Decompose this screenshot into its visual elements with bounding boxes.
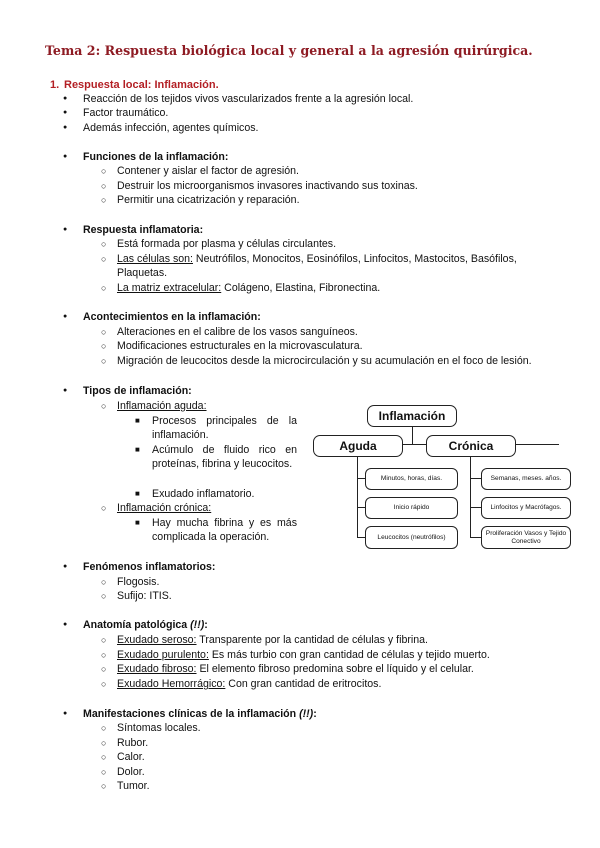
list-item: ○ Alteraciones en el calibre de los vasos sanguíneos. bbox=[117, 325, 358, 339]
item-label: Exudado purulento: bbox=[117, 649, 209, 661]
item-label: Exudado Hemorrágico: bbox=[117, 678, 226, 690]
item-label: La matriz extracelular: bbox=[117, 282, 222, 294]
list-item: ○ Síntomas locales. bbox=[117, 721, 201, 735]
list-item: ● Reacción de los tejidos vivos vascularizados frente a la agresión local. bbox=[83, 92, 413, 106]
connector bbox=[357, 537, 365, 538]
connector bbox=[470, 507, 481, 508]
item-label: Las células son: bbox=[117, 253, 193, 265]
item-text: El elemento fibroso predomina sobre el líquido y el celular. bbox=[196, 663, 474, 675]
connector bbox=[470, 478, 481, 479]
anatomia-heading bbox=[83, 618, 208, 632]
connector bbox=[412, 425, 413, 445]
heading-colon: : bbox=[313, 708, 317, 720]
diagram-item: Inicio rápido bbox=[365, 497, 458, 519]
connector bbox=[470, 537, 481, 538]
section-heading: Respuesta local: Inflamación. bbox=[64, 79, 219, 91]
list-item bbox=[117, 281, 380, 295]
diagram-item: Proliferación Vasos y Tejido Conectivo bbox=[481, 526, 571, 549]
list-item: ○ Flogosis. bbox=[117, 575, 159, 589]
diagram-aguda: Aguda bbox=[313, 435, 403, 457]
heading-colon: : bbox=[204, 619, 208, 631]
list-item bbox=[117, 252, 517, 266]
heading-text: Manifestaciones clínicas de la inflamación bbox=[83, 708, 297, 720]
list-item: ○ Permitir una cicatrización y reparación. bbox=[117, 193, 300, 207]
list-item: ○ Dolor. bbox=[117, 765, 145, 779]
item-label: Exudado seroso: bbox=[117, 634, 197, 646]
diagram-item: Semanas, meses. años. bbox=[481, 468, 571, 490]
list-item: ○ Sufijo: ITIS. bbox=[117, 589, 172, 603]
list-item bbox=[117, 648, 490, 662]
connector bbox=[357, 507, 365, 508]
list-item-continuation: Plaquetas. bbox=[117, 267, 168, 279]
item-text: Transparente por la cantidad de células y fibrina. bbox=[196, 634, 428, 646]
list-item: ■ Procesos principales de la inflamación. bbox=[152, 414, 297, 442]
heading-text: Anatomía patológica bbox=[83, 619, 188, 631]
diagram-cronica: Crónica bbox=[426, 435, 516, 457]
fenomenos-heading: ● Fenómenos inflamatorios: bbox=[83, 560, 215, 574]
list-item: ○ Modificaciones estructurales en la microvasculatura. bbox=[117, 339, 363, 353]
list-item: ■ Hay mucha fibrina y es más complicada la operación. bbox=[152, 516, 297, 544]
list-item: ○ Contener y aislar el factor de agresión. bbox=[117, 164, 299, 178]
list-item: ● Además infección, agentes químicos. bbox=[83, 121, 258, 135]
list-item bbox=[117, 633, 428, 647]
diagram-item: Leucocitos (neutrófilos) bbox=[365, 526, 458, 549]
list-item bbox=[117, 677, 381, 691]
list-item: ● Factor traumático. bbox=[83, 106, 168, 120]
respuesta-heading: ● Respuesta inflamatoria: bbox=[83, 223, 203, 237]
list-item bbox=[117, 662, 474, 676]
item-label: Exudado fibroso: bbox=[117, 663, 197, 675]
list-item: ○ Destruir los microorganismos invasores inactivando sus toxinas. bbox=[117, 179, 418, 193]
diagram-root: Inflamación bbox=[367, 405, 457, 427]
cronica-label: ○ Inflamación crónica: bbox=[117, 501, 211, 515]
item-text: Es más turbio con gran cantidad de células y tejido muerto. bbox=[208, 649, 490, 661]
aguda-label: ○ Inflamación aguda: bbox=[117, 399, 207, 413]
diagram-item: Linfocitos y Macrófagos. bbox=[481, 497, 571, 519]
list-item: ■ Acúmulo de fluido rico en proteínas, fibrina y leucocitos. bbox=[152, 443, 297, 471]
item-text: Con gran cantidad de eritrocitos. bbox=[225, 678, 382, 690]
list-item: ○ Rubor. bbox=[117, 736, 148, 750]
funciones-heading: ● Funciones de la inflamación: bbox=[83, 150, 228, 164]
list-item: ○ Tumor. bbox=[117, 779, 150, 793]
connector bbox=[470, 456, 471, 538]
item-text: Neutrófilos, Monocitos, Eosinófilos, Linfocitos, Mastocitos, Basófilos, bbox=[192, 253, 517, 265]
list-item: ○ Migración de leucocitos desde la microcirculación y su acumulación en el foco de lesión. bbox=[117, 354, 532, 368]
importance-mark: (!!) bbox=[190, 619, 205, 631]
list-item: ○ Calor. bbox=[117, 750, 145, 764]
tipos-heading: ● Tipos de inflamación: bbox=[83, 384, 192, 398]
list-item: ○ Está formada por plasma y células circulantes. bbox=[117, 237, 336, 251]
manifestaciones-heading bbox=[83, 707, 317, 721]
diagram-item: Minutos, horas, días. bbox=[365, 468, 458, 490]
page-title: Tema 2: Respuesta biológica local y general a la agresión quirúrgica. bbox=[45, 43, 533, 58]
section-number: 1. bbox=[50, 79, 60, 91]
importance-mark: (!!) bbox=[299, 708, 314, 720]
connector bbox=[357, 478, 365, 479]
acontecimientos-heading: ● Acontecimientos en la inflamación: bbox=[83, 310, 261, 324]
list-item: ■ Exudado inflamatorio. bbox=[152, 487, 254, 501]
item-text: Colágeno, Elastina, Fibronectina. bbox=[221, 282, 381, 294]
connector bbox=[357, 456, 358, 538]
